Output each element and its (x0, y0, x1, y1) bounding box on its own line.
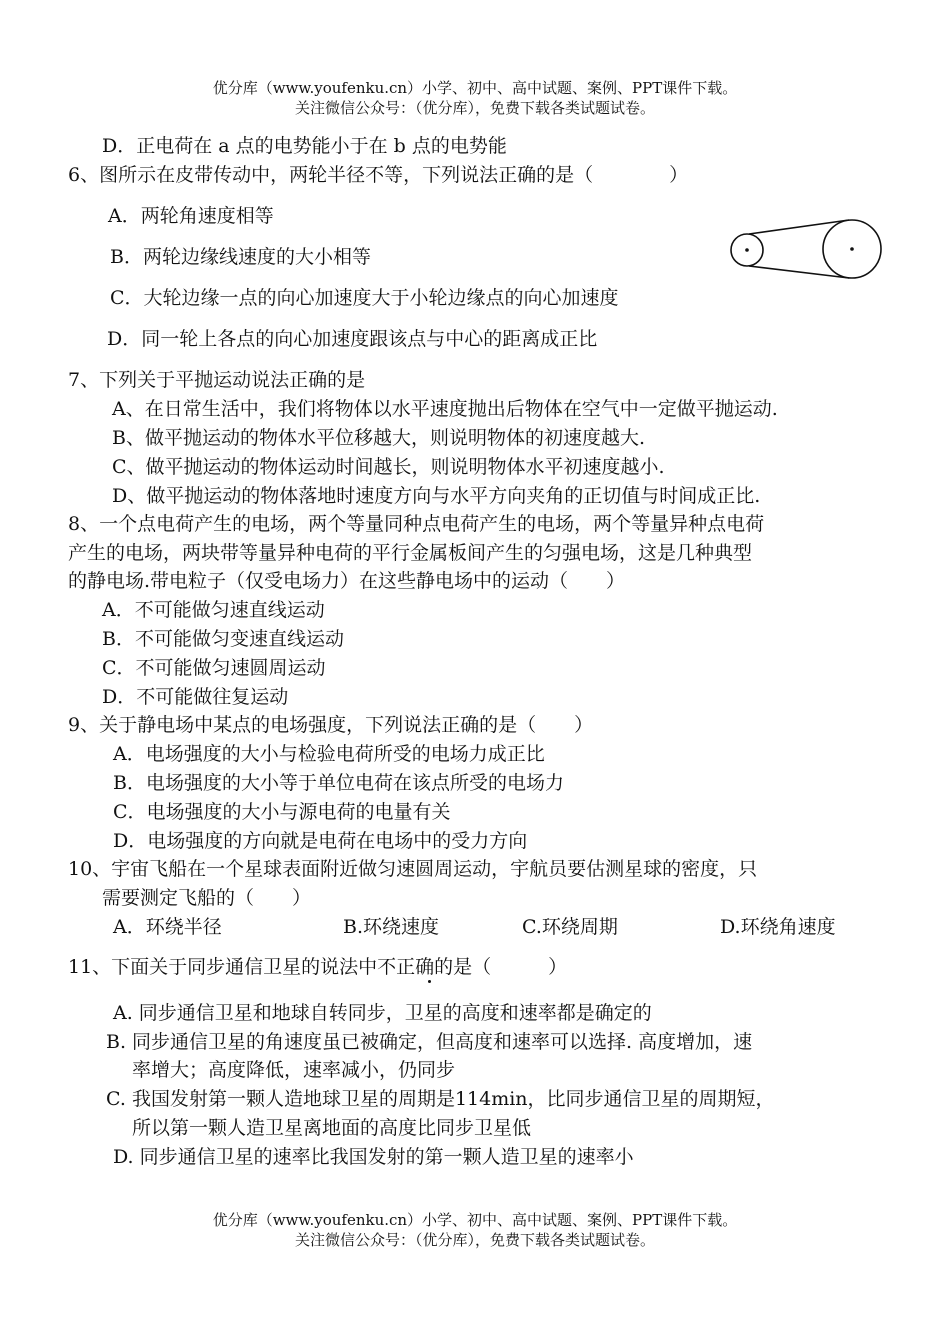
page-header (0, 78, 950, 118)
q7-option-b: B、做平抛运动的物体水平位移越大，则说明物体的初速度越大. (112, 427, 646, 449)
q6-option-c: C．大轮边缘一点的向心加速度大于小轮边缘点的向心加速度 (110, 287, 619, 309)
q11-option-b-line-2: 率增大；高度降低，速率减小，仍同步 (132, 1059, 456, 1081)
q10-option-a: A．环绕半径 (113, 916, 222, 938)
q10-option-c: C.环绕周期 (522, 916, 618, 938)
q7-option-c: C、做平抛运动的物体运动时间越长，则说明物体水平初速度越小. (112, 456, 665, 478)
q6-stem: 6、图所示在皮带传动中，两轮半径不等，下列说法正确的是（ ） (68, 164, 689, 186)
q11-stem: 11、下面关于同步通信卫星的说法中不正确的是（ ） (68, 956, 568, 978)
q11-option-c-line-1: C. 我国发射第一颗人造地球卫星的周期是114min，比同步通信卫星的周期短， (106, 1088, 775, 1110)
footer-line-2: 关注微信公众号：（优分库），免费下载各类试题试卷。 (294, 1231, 655, 1249)
q7-stem: 7、下列关于平抛运动说法正确的是 (68, 369, 366, 391)
q11-option-d: D. 同步通信卫星的速率比我国发射的第一颗人造卫星的速率小 (113, 1146, 634, 1168)
q9-option-b: B．电场强度的大小等于单位电荷在该点所受的电场力 (113, 772, 564, 794)
large-wheel-center (850, 247, 854, 251)
q9-option-d: D．电场强度的方向就是电荷在电场中的受力方向 (113, 830, 528, 852)
small-wheel-center (745, 248, 749, 252)
q8-option-c: C．不可能做匀速圆周运动 (102, 657, 326, 679)
q10-stem-line-2: 需要测定飞船的（ ） (102, 887, 312, 909)
q11-option-c-line-2: 所以第一颗人造卫星离地面的高度比同步卫星低 (132, 1117, 532, 1139)
q8-option-d: D．不可能做往复运动 (102, 686, 289, 708)
q8-option-b: B．不可能做匀变速直线运动 (102, 628, 344, 650)
header-line-2: 关注微信公众号：（优分库），免费下载各类试题试卷。 (294, 99, 655, 117)
q7-option-a: A、在日常生活中，我们将物体以水平速度抛出后物体在空气中一定做平抛运动. (112, 398, 778, 420)
emphasis-dot (428, 980, 431, 983)
q7-option-d: D、做平抛运动的物体落地时速度方向与水平方向夹角的正切值与时间成正比. (112, 485, 761, 507)
q10-stem-line-1: 10、宇宙飞船在一个星球表面附近做匀速圆周运动，宇航员要估测星球的密度，只 (68, 858, 758, 880)
belt-drive-diagram (726, 214, 886, 286)
q8-stem-line-3: 的静电场.带电粒子（仅受电场力）在这些静电场中的运动（ ） (68, 570, 626, 592)
page-footer (0, 1210, 950, 1250)
q9-option-c: C．电场强度的大小与源电荷的电量有关 (113, 801, 451, 823)
q8-option-a: A．不可能做匀速直线运动 (102, 599, 325, 621)
q8-stem-line-2: 产生的电场，两块带等量异种电荷的平行金属板间产生的匀强电场，这是几种典型 (68, 542, 753, 564)
q10-option-d: D.环绕角速度 (720, 916, 836, 938)
q11-option-b-line-1: B. 同步通信卫星的角速度虽已被确定，但高度和速率可以选择. 高度增加，速 (106, 1031, 753, 1053)
q6-option-d: D．同一轮上各点的向心加速度跟该点与中心的距离成正比 (107, 328, 598, 350)
q5-option-d: D．正电荷在 a 点的电势能小于在 b 点的电势能 (102, 135, 507, 157)
q6-option-b: B．两轮边缘线速度的大小相等 (110, 246, 371, 268)
q10-option-b: B.环绕速度 (343, 916, 440, 938)
q9-stem: 9、关于静电场中某点的电场强度，下列说法正确的是（ ） (68, 714, 594, 736)
header-line-1: 优分库（www.youfenku.cn）小学、初中、高中试题、案例、PPT课件下载。 (212, 79, 738, 97)
footer-line-1: 优分库（www.youfenku.cn）小学、初中、高中试题、案例、PPT课件下载。 (212, 1211, 738, 1229)
q11-option-a: A. 同步通信卫星和地球自转同步，卫星的高度和速率都是确定的 (113, 1002, 652, 1024)
q6-option-a: A．两轮角速度相等 (108, 205, 274, 227)
q8-stem-line-1: 8、一个点电荷产生的电场，两个等量同种点电荷产生的电场，两个等量异种点电荷 (68, 513, 765, 535)
q9-option-a: A．电场强度的大小与检验电荷所受的电场力成正比 (113, 743, 545, 765)
